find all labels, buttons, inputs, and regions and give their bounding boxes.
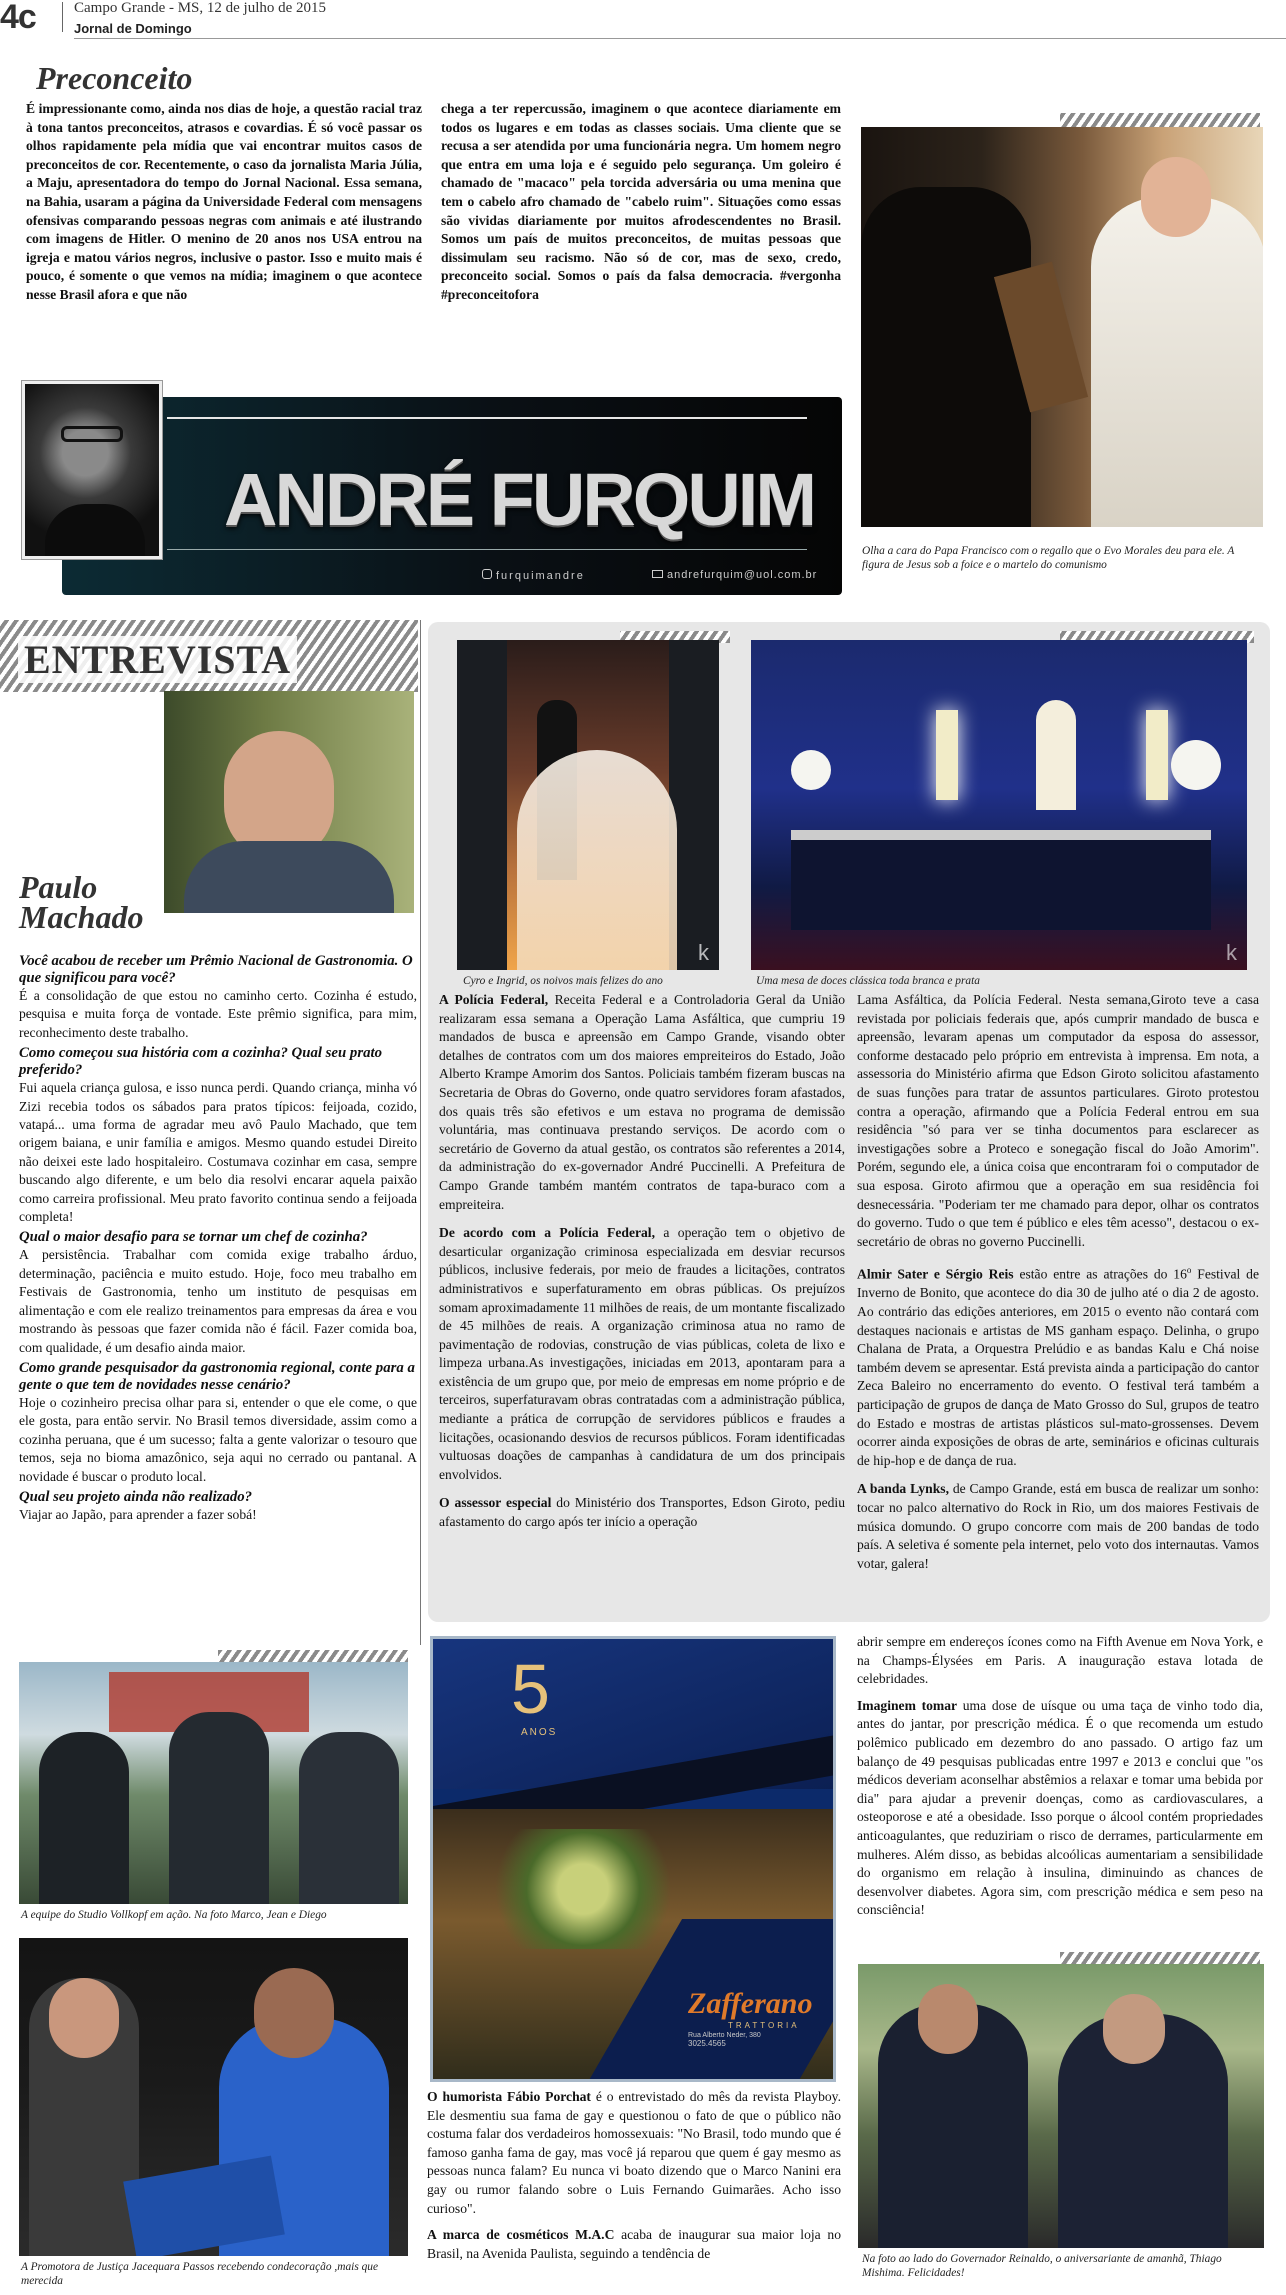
pope-photo (861, 127, 1263, 527)
column-text-left: É impressionante como, ainda nos dias de hoje, a questão racial traz à tona tantos preconceitos, atrasos e covardias. É só você passar os olhos rapidamente pela mídia que vai encontrar muitos casos de preconceitos de cor. Recentemente, o caso da jornalista Maria Júlia, a Maju, apresentadora do tempo do Jornal Nacional. Essa semana, na Bahia, usaram a página da Universidade Federal com mensagens ofensivas comparando pessoas negras com animais e até ilustrando com imagens de Hitler. O menino de 20 anos nos USA entrou na igreja e matou vários negros, inclusive o pastor. Isso e muito mais é pouco, é somente o que vemos na mídia; imaginem o que acontece nesse Brasil afora e que não (26, 101, 422, 302)
interview-qa (19, 950, 417, 1526)
doces-caption: Uma mesa de doces clássica toda branca e prata (756, 975, 980, 987)
question: Você acabou de receber um Prêmio Nacional de Gastronomia. O que significou para você? (19, 953, 413, 986)
lower-col-right (857, 1633, 1263, 1920)
entrevista-title: ENTREVISTA (18, 636, 297, 683)
promotora-caption: A Promotora de Justiça Jacequara Passos recebendo condecoração ,mais que merecida (21, 2261, 379, 2287)
wedding-caption: Cyro e Ingrid, os noivos mais felizes do ano (463, 975, 663, 987)
lower-col-left (427, 2088, 841, 2263)
question: Qual o maior desafio para se tornar um chef de cozinha? (19, 1229, 368, 1246)
question: Como grande pesquisador da gastronomia regional, conte para a gente o que tem de novidades nesse cenário? (19, 1359, 415, 1393)
news-paragraph: A Polícia Federal, Receita Federal e a Controladoria Geral da União realizaram essa semana a Operação Lama Asfáltica, que cumpriu 19 mandados de busca e apreensão em Campo Grande, visando obter detalhes de contratos com um dos maiores empreiteiros do Estado, João Alberto Krampe Amorim dos Santos. Policiais também fizeram buscas na Secretaria de Obras do Governo, onde quatro servidores foram afastados, dos quais três são efetivos e um estava no programa de demissão voluntária, mas continuava prestando serviços. De acordo com o secretário de Governo da atual gestão, os contratos são referentes a 2014, da administração do ex-governador André Puccinelli. A Prefeitura de Campo Grande também mantém contratos de tapa-buraco com a empreiteira. (439, 992, 846, 1212)
social-handle[interactable]: furquimandre (482, 569, 585, 582)
news-paragraph: De acordo com a Polícia Federal, a operação tem o objetivo de desarticular organização criminosa especializada em desviar recursos públicos, inclusive federais, por meio de fraudes a licitações, contratos administrativos e superfaturamento em obras públicas. Os prejuízos somam aproximadamente 11 milhões de reais, de um montante fiscalizado de 45 milhões de reais. A organização criminosa atua no ramo de pavimentação de rodovias, construção de vias públicas, coleta de lixo e limpeza urbana.As investigações, iniciadas em 2013, apontaram para a existência de um grupo que, por meio de empresas em nome próprio e de terceiros, superfaturavam obras contratadas com a administração pública, mediante a prática de corrupção de servidores públicos e fraudes a licitações, ocasionando desvios de recursos públicos. Foram identificadas vultuosas doações de campanhas à candidatura de um dos principais envolvidos. (439, 1225, 845, 1482)
studio-photo (19, 1662, 408, 1904)
dateline: Campo Grande - MS, 12 de julho de 2015 (74, 0, 327, 16)
zafferano-ad (430, 1636, 836, 2082)
question: Qual seu projeto ainda não realizado? (19, 1488, 253, 1505)
anniversary-number: 5 (511, 1650, 550, 1728)
governor-photo (858, 1964, 1264, 2248)
page-number: 4c (0, 0, 36, 36)
answer: Viajar ao Japão, para aprender a fazer sobá! (19, 1506, 257, 1522)
studio-caption: A equipe do Studio Vollkopf em ação. Na foto Marco, Jean e Diego (21, 1909, 327, 1921)
news-paragraph: A marca de cosméticos M.A.C acaba de inaugurar sua maior loja no Brasil, na Avenida Paulista, seguindo a tendência de (427, 2227, 841, 2261)
anniversary-word: ANOS (521, 1727, 558, 1738)
instagram-icon (482, 569, 492, 579)
mail-icon (652, 570, 663, 578)
question: Como começou sua história com a cozinha? Qual seu prato preferido? (19, 1045, 382, 1079)
column-text-right: chega a ter repercussão, imaginem o que acontece diariamente em todos os lugares e em todas as classes sociais. Uma cliente que se recusa a ser atendida por uma funcionária negra. Um homem negro que entra em uma loja e é seguido pelo segurança. Um goleiro é chamado de "macaco" pela torcida adversária ou uma menina que tem o cabelo afro chamado de "cabelo ruim". Situações como essas são vividas diariamente por muitos afrodescendentes no Brasil. Somos um país de muitos preconceitos, de muitas pessoas que dissimulam seu racismo. Não só de cor, mas de sexo, credo, preconceito social. Somos o país da falsa democracia. #vergonha #preconceitofora (441, 101, 841, 302)
columnist-portrait (22, 381, 162, 559)
news-paragraph: Almir Sater e Sérgio Reis estão entre as atrações do 16$^o$ Festival de Inverno de Bonito, que acontece do dia 30 de julho até o dia 2 de agosto. Ao contrário das edições anteriores, em 2015 o evento não contará com destaques nacionais e artistas de MS ganham espaço. Delinha, o grupo Chalana de Prata, a Orquestra Prelúdio e as bandas Kalu e Chá noise também devem se apresentar. Está prevista ainda a participação do cantor Zeca Baleiro no encerramento do evento. O festival terá também a participação de grupos de dança de Mato Grosso do Sul, grupos de teatro do Estado e mostras de artistas plásticos sul-mato-grossenses. Devem ocorrer ainda exposições de obras de arte, seminários e oficinas culturais de hip-hop e de dança de rua. (857, 1265, 1260, 1468)
news-paragraph: O assessor especial do Ministério dos Transportes, Edson Giroto, pediu afastamento do cargo após ter início a operação (439, 1495, 845, 1530)
promotora-photo (19, 1938, 408, 2256)
news-col-left (439, 991, 845, 1532)
section-name: Jornal de Domingo (74, 21, 192, 36)
column-title: Preconceito (36, 60, 193, 96)
columnist-name: ANDRÉ FURQUIM (224, 458, 814, 541)
photo-watermark: k (698, 940, 709, 965)
news-paragraph: O humorista Fábio Porchat é o entrevistado do mês da revista Playboy. Ele desmentiu sua fama de gay e questionou o fato de que o público não costuma falar dos verdadeiros homossexuais: "No Brasil, todo mundo que é famoso ganha fama de gay, mas você já reparou que quem é gay mesmo as pessoas nunca falam? Eu nunca vi boato dizendo que o Marco Nanini era gay ou rumor falando sobre o Luis Fernando Guimarães. Acho isso curioso". (427, 2089, 841, 2216)
header-divider (62, 2, 63, 32)
pope-caption: Olha a cara do Papa Francisco com o regallo que o Evo Morales deu para ele. A figura de Jesus sob a foice e o martelo do comunismo (862, 545, 1235, 571)
governor-caption: Na foto ao lado do Governador Reinaldo, o aniversariante de amanhã, Thiago Mishima. Felicidades! (862, 2253, 1222, 2279)
news-paragraph: Imaginem tomar uma dose de uísque ou uma taça de vinho todo dia, antes do jantar, por prescrição médica. É o que recomenda um estudo polêmico publicado em dezembro do ano passado. O artigo faz um balanço de 49 pesquisas publicadas entre 1997 e 2013 e conclui que "os médicos deveriam aconselhar abstêmios a relaxar e tomar uma bebida por dia" para ajudar a prevenir doenças, como as cardiovasculares, a osteoporose e até a obesidade. Isso porque o álcool contém propriedades anticoagulantes, que reduziriam o risco de derrames, particularmente em mulheres. Além disso, as bebidas alcoólicas aumentariam a sensibilidade do organismo em relação à insulina, diminuindo as chances de desenvolver diabetes. Agora sim, com prescrição médica e sem peso na consciência! (857, 1697, 1263, 1918)
answer: Hoje o cozinheiro precisa olhar para si, entender o que ele come, o que ele gosta, para então servir. No Brasil temos diversidade, assim como a cozinha peruana, que é um sucesso; falta a gente valorizar o tesouro que temos, seja no bioma amazônico, seja aqui no cerrado ou pantanal. A novidade é buscar o produto local. (19, 1394, 417, 1484)
news-paragraph: abrir sempre em endereços ícones como na Fifth Avenue em Nova York, e na Champs-Élysées em Paris. A inauguração estava lotada de celebridades. (857, 1634, 1263, 1687)
zafferano-logo: Zafferano TRATTORIA Rua Alberto Neder, 380 3025.4565 (688, 1987, 813, 2048)
answer: A persistência. Trabalhar com comida exige trabalho árduo, determinação, paciência e muito estudo. Hoje, foco meu trabalho em Festivais de Gastronomia, tenho um instituto de pesquisas em alimentação e com ele realizo treinamentos para empresas da área e vou mostrando às pessoas que fazer comida não é fácil. Fazer comida boa, com qualidade, é um desafio ainda maior. (19, 1247, 417, 1355)
columnist-email[interactable]: andrefurquim@uol.com.br (652, 569, 817, 581)
paulo-machado-photo (164, 691, 414, 913)
news-col-right (857, 991, 1259, 1573)
news-paragraph: A banda Lynks, de Campo Grande, está em busca de realizar um sonho: tocar no palco alternativo do Rock in Rio, um dos maiores Festivais de música domundo. O grupo concorre com mais de 200 bandas de todo país. A seletiva é somente pela internet, pelo voto dos internautas. Vamos votar, galera! (857, 1481, 1260, 1571)
photo-watermark: k (1226, 940, 1237, 965)
wedding-photo (457, 640, 719, 970)
interview-column-rule (420, 620, 421, 1645)
news-paragraph: Lama Asfáltica, da Polícia Federal. Nesta semana,Giroto teve a casa revistada por policiais federais que, após cumprir mandado de busca e apreensão, levaram apenas um computador da esposa do assessor, conforme destacado pelo próprio em entrevista à imprensa. Em nota, a assessoria do Ministério afirma que Edson Giroto solicitou afastamento de suas funções para tratar de assuntos particulares. Giroto protestou contra a operação, afirmando que a Polícia Federal entrou em sua residência "só para ver se tinha documentos para esclarecer as investigações sobre a Proteco e sonegação fiscal do João Amorim". Porém, segundo ele, a única coisa que encontraram foi o computador de sua esposa. Giroto afirmou que a operação em sua residência foi desnecessária. "Poderiam ter me chamado para depor, olhar os contratos do governo. Tudo o que tem é público e eles têm acesso", destacou o ex-secretário de obras no governo Puccinelli. (857, 992, 1259, 1249)
doces-photo (751, 640, 1247, 970)
answer: Fui aquela criança gulosa, e isso nunca perdi. Quando criança, minha vó Zizi recebia todos os sábados para pratos típicos: feijoada, cozido, vatapá... uma forma de agradar meu avô Paulo Machado, que tem origem baiana, e unir família e amigos. Mesmo quando estudei Direito não deixei este lado hospitaleiro. Costumava cozinhar em casa, sempre buscando algo diferente, e um belo dia resolvi encarar aquela paixão como carreira profissional. Meu prato favorito continua sendo a feijoada completa! (19, 1080, 417, 1225)
header-rule (74, 38, 1286, 39)
interviewee-name: Paulo Machado (19, 869, 144, 935)
columnist-banner (62, 397, 842, 595)
answer: É a consolidação de que estou no caminho certo. Cozinha é estudo, pesquisa e muita força de vontade. Este prêmio significa, para mim, reconhecimento deste trabalho. (19, 988, 417, 1040)
